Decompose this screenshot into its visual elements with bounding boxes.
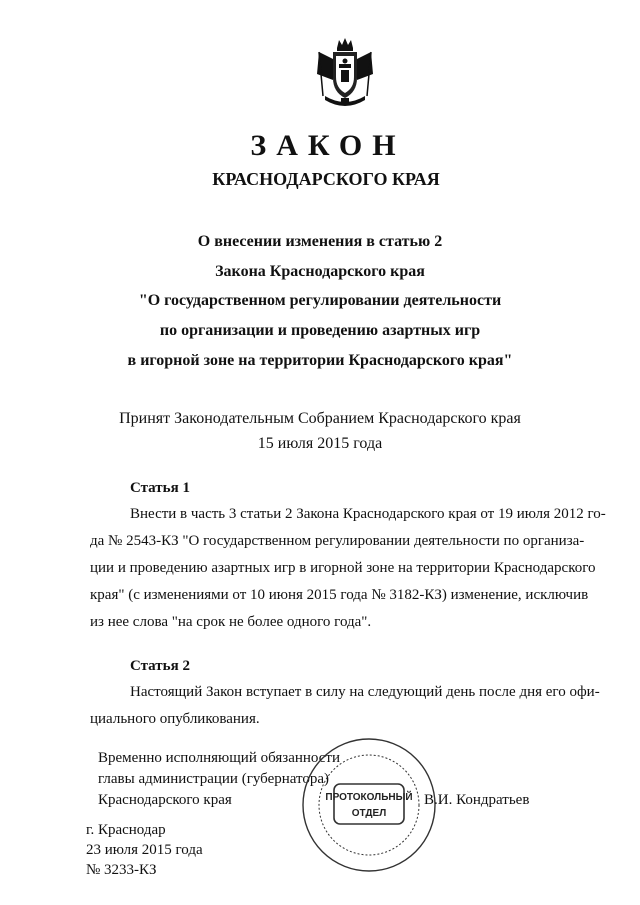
- article-1-line: да № 2543-КЗ "О государственном регулировании деятельности по организа-: [90, 533, 585, 549]
- adopted-date: 15 июля 2015 года: [257, 435, 383, 452]
- adopted-by: Принят Законодательным Собранием Краснодарского края: [119, 410, 521, 427]
- stamp-text-line1: ПРОТОКОЛЬНЫЙ: [325, 792, 413, 803]
- subject-line: Закона Краснодарского края: [215, 263, 425, 280]
- article-1-line: ции и проведению азартных игр в игорной зоне на территории Краснодарского: [90, 560, 596, 576]
- issue-city: г. Краснодар: [86, 822, 166, 838]
- signer-name: В.И. Кондратьев: [424, 792, 530, 808]
- subject-line: в игорной зоне на территории Краснодарского края": [127, 352, 513, 369]
- article-1-line: Внести в часть 3 статьи 2 Закона Краснодарского края от 19 июля 2012 го-: [130, 506, 606, 522]
- issue-date: 23 июля 2015 года: [86, 842, 203, 858]
- signer-position: Временно исполняющий обязанности: [98, 750, 341, 766]
- law-subtitle: КРАСНОДАРСКОГО КРАЯ: [212, 169, 440, 189]
- stamp-seal: [298, 734, 440, 876]
- signer-position: главы администрации (губернатора): [98, 771, 330, 787]
- signer-position: Краснодарского края: [98, 792, 232, 808]
- subject-line: "О государственном регулировании деятельности: [138, 292, 502, 309]
- article-1-line: из нее слова "на срок не более одного года".: [90, 614, 372, 630]
- article-2-line: циального опубликования.: [90, 711, 260, 727]
- subject-line: О внесении изменения в статью 2: [197, 233, 443, 250]
- law-title: ЗАКОН: [250, 129, 406, 162]
- article-2-line: Настоящий Закон вступает в силу на следующий день после дня его офи-: [130, 684, 600, 700]
- coat-of-arms-icon: [311, 34, 379, 108]
- law-number: № 3233-КЗ: [86, 862, 157, 878]
- subject-line: по организации и проведению азартных игр: [159, 322, 481, 339]
- stamp-text-line2: ОТДЕЛ: [351, 808, 387, 819]
- article-2-heading: Статья 2: [130, 658, 190, 674]
- article-1-line: края" (с изменениями от 10 июня 2015 года № 3182-КЗ) изменение, исключив: [90, 587, 589, 603]
- article-1-heading: Статья 1: [130, 480, 190, 496]
